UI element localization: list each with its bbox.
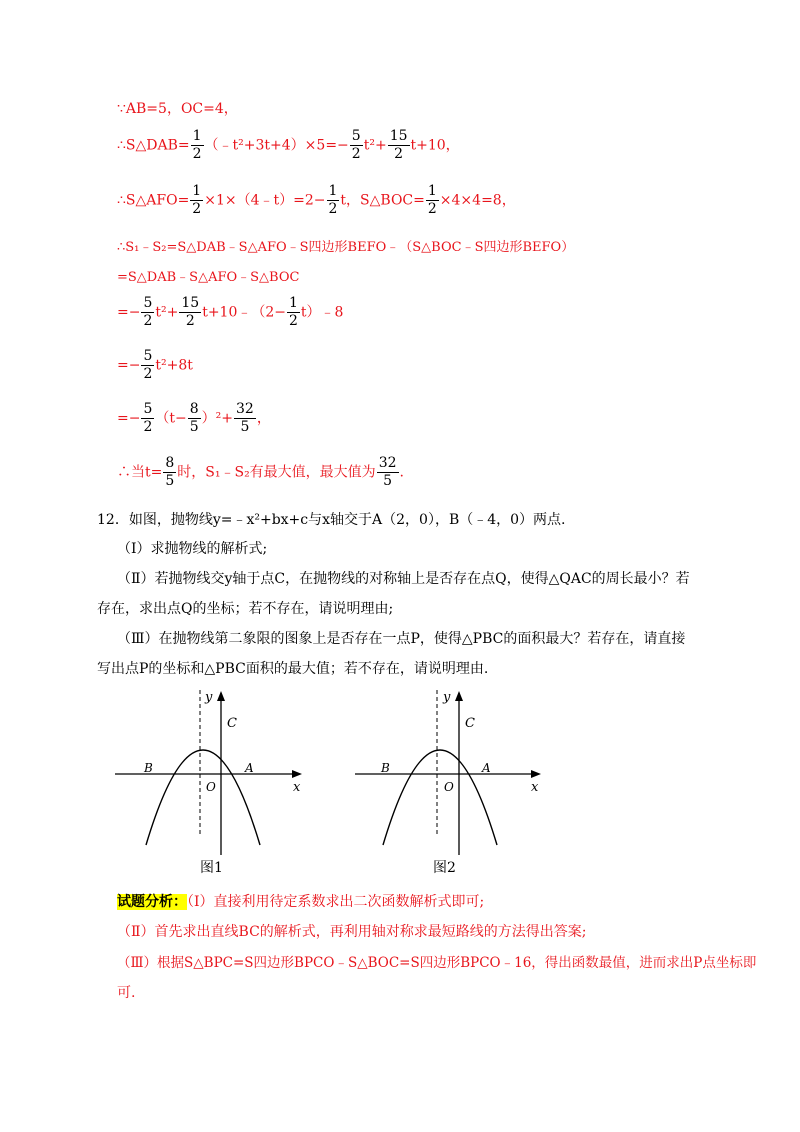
fraction: $\frac{8}{5}$ (189, 401, 199, 435)
fraction: $\frac{15}{2}$ (181, 295, 200, 329)
label-c: C (465, 716, 475, 731)
text-segment: =− (117, 410, 141, 427)
text-segment: （t− (155, 410, 187, 427)
text-segment: t+10， (410, 137, 460, 154)
text-segment: （﹣t²+3t+4）×5=− (204, 137, 349, 154)
text-segment: t²+ (363, 137, 387, 154)
text-segment: =− (117, 357, 141, 374)
label-b: B (381, 761, 390, 775)
fraction: $\frac{1}{2}$ (289, 295, 298, 329)
solution-line-8 (117, 401, 271, 436)
text-segment: t²+ (155, 304, 179, 321)
solution-line-1: ∵AB=5，OC=4， (117, 101, 238, 117)
text-segment: t，S△BOC= (340, 192, 425, 209)
figure-2 (345, 685, 545, 875)
solution-line-3 (117, 183, 516, 218)
solution-line-7 (117, 348, 193, 383)
solution-line-6 (117, 295, 343, 330)
fraction: $\frac{32}{5}$ (378, 455, 397, 489)
label-a: A (245, 761, 254, 775)
label-b: B (144, 761, 153, 775)
parabola-curve (383, 750, 497, 845)
fraction: $\frac{1}{2}$ (328, 183, 338, 217)
text-segment: t+10﹣（2− (202, 304, 286, 321)
analysis-line-3: （Ⅲ）根据S△BPC=S四边形BPCO﹣S△BOC=S四边形BPCO﹣16，得出函数最值，进而求出P点坐标即 (117, 955, 757, 971)
problem-part-3-line-1: （Ⅲ）在抛物线第二象限的图象上是否存在一点P，使得△PBC的面积最大？若存在，请直接 (117, 631, 686, 647)
x-axis-arrow-icon (531, 770, 541, 778)
problem-part-3-line-2: 写出点P的坐标和△PBC面积的最大值；若不存在，请说明理由. (97, 661, 489, 677)
text-segment: ∴S△AFO= (117, 192, 190, 209)
problem-stem: 12．如图，抛物线y=﹣x²+bx+c与x轴交于A（2，0），B（﹣4，0）两点. (97, 512, 566, 528)
y-axis-arrow-icon (217, 691, 225, 701)
fraction: $\frac{5}{2}$ (143, 348, 153, 382)
text-segment: 时，S₁﹣S₂有最大值，最大值为 (177, 464, 376, 481)
fraction: $\frac{1}{2}$ (192, 128, 202, 162)
text-segment: ）²+ (201, 410, 234, 427)
problem-part-2-line-1: （Ⅱ）若抛物线交y轴于点C，在抛物线的对称轴上是否存在点Q，使得△QAC的周长最小？若 (117, 571, 690, 587)
label-y: y (205, 690, 213, 705)
text-segment: t）﹣8 (300, 304, 344, 321)
analysis-line-4: 可. (117, 985, 136, 1001)
problem-part-2-line-2: 存在，求出点Q的坐标；若不存在，请说明理由; (97, 601, 394, 617)
fraction: $\frac{8}{5}$ (165, 455, 175, 489)
figure-1-caption: 图1 (200, 860, 223, 876)
parabola-curve (146, 750, 260, 845)
text-segment: （Ⅰ）直接利用待定系数求出二次函数解析式即可; (187, 894, 485, 910)
label-x: x (531, 780, 539, 795)
label-o: O (206, 780, 216, 794)
text-segment: =− (117, 304, 141, 321)
fraction: $\frac{15}{2}$ (389, 128, 408, 162)
label-y: y (443, 690, 451, 705)
label-a: A (482, 761, 491, 775)
text-segment: t²+8t (155, 357, 193, 374)
solution-line-5: =S△DAB﹣S△AFO﹣S△BOC (117, 270, 300, 285)
analysis-title: 试题分析： (117, 894, 187, 910)
fraction: $\frac{5}{2}$ (143, 401, 153, 435)
fraction: $\frac{1}{2}$ (427, 183, 437, 217)
fraction: $\frac{5}{2}$ (351, 128, 361, 162)
solution-line-4: ∴S₁﹣S₂=S△DAB﹣S△AFO﹣S四边形BEFO﹣（S△BOC﹣S四边形BEFO） (117, 240, 575, 255)
text-segment: . (399, 464, 404, 481)
solution-line-9 (117, 455, 404, 490)
text-segment: ×4×4=8， (439, 192, 516, 209)
y-axis-arrow-icon (455, 691, 463, 701)
figure-1 (110, 685, 310, 875)
analysis-line-2: （Ⅱ）首先求出直线BC的解析式，再利用轴对称求最短路线的方法得出答案; (117, 924, 587, 940)
fraction: $\frac{32}{5}$ (236, 401, 254, 435)
problem-part-1: （Ⅰ）求抛物线的解析式; (117, 541, 268, 557)
label-x: x (293, 780, 301, 795)
label-o: O (444, 780, 454, 794)
figure-2-caption: 图2 (433, 860, 456, 876)
analysis-line-1 (117, 891, 484, 911)
fraction: $\frac{5}{2}$ (143, 295, 153, 329)
label-c: C (227, 716, 237, 731)
text-segment: ×1×（4﹣t）=2− (204, 192, 326, 209)
text-segment: ∴当t= (117, 464, 163, 481)
text-segment: ， (256, 410, 271, 427)
text-segment: ∴S△DAB= (117, 137, 190, 154)
x-axis-arrow-icon (292, 770, 302, 778)
fraction: $\frac{1}{2}$ (192, 183, 202, 217)
solution-line-2 (117, 128, 460, 163)
